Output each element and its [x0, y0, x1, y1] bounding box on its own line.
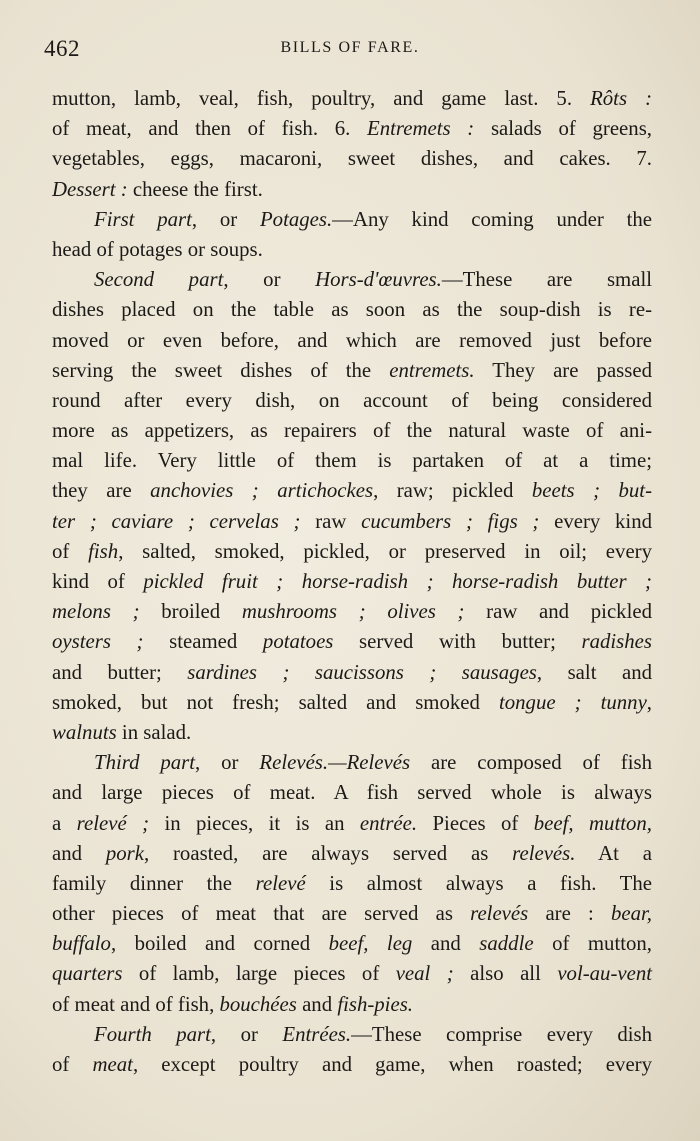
text-line: of fish, salted, smoked, pickled, or preserved in oil; every	[52, 539, 652, 563]
text-line: and butter; sardines ; saucissons ; sausages, salt and	[52, 660, 652, 684]
text-line: mal life. Very little of them is partaken of at a time;	[52, 449, 652, 473]
page-body-text	[52, 84, 652, 1080]
text-line: buffalo, boiled and corned beef, leg and saddle of mutton,	[52, 932, 652, 956]
text-line: they are anchovies ; artichockes, raw; pickled beets ; but-	[52, 479, 652, 503]
page-header	[44, 36, 656, 68]
text-line: vegetables, eggs, macaroni, sweet dishes, and cakes. 7.	[52, 147, 652, 171]
text-line: of meat, and then of fish. 6. Entremets : salads of greens,	[52, 117, 652, 141]
text-line: Dessert : cheese the first.	[52, 177, 263, 201]
text-line: Fourth part, or Entrées.—These comprise every dish	[94, 1022, 653, 1046]
page-number: 462	[44, 36, 80, 61]
text-line: more as appetizers, as repairers of the natural waste of ani-	[52, 419, 652, 443]
text-line: of meat and of fish, bouchées and fish-pies.	[52, 992, 413, 1016]
text-line: ter ; caviare ; cervelas ; raw cucumbers ; figs ; every kind	[52, 509, 653, 533]
text-line: family dinner the relevé is almost always a fish. The	[52, 871, 652, 895]
text-line: other pieces of meat that are served as relevés are : bear,	[52, 902, 652, 926]
text-line: walnuts in salad.	[52, 720, 192, 744]
running-head: BILLS OF FARE.	[280, 39, 420, 56]
text-line: melons ; broiled mushrooms ; olives ; raw and pickled	[52, 600, 652, 624]
text-line: dishes placed on the table as soon as the soup-dish is re-	[52, 298, 652, 322]
text-line: Third part, or Relevés.—Relevés are composed of fish	[94, 751, 652, 775]
text-line: First part, or Potages.—Any kind coming under the	[94, 207, 652, 231]
text-line: of meat, except poultry and game, when roasted; every	[52, 1053, 652, 1076]
text-line: a relevé ; in pieces, it is an entrée. Pieces of beef, mutton,	[52, 811, 653, 835]
text-line: smoked, but not fresh; salted and smoked tongue ; tunny,	[52, 690, 652, 714]
text-line: oysters ; steamed potatoes served with butter; radishes	[52, 630, 652, 654]
text-line: round after every dish, on account of being considered	[52, 388, 652, 412]
text-line: kind of pickled fruit ; horse-radish ; horse-radish butter ;	[52, 570, 652, 593]
text-line: serving the sweet dishes of the entremets. They are passed	[52, 358, 652, 382]
text-line: and pork, roasted, are always served as relevés. At a	[52, 841, 653, 865]
text-line: head of potages or soups.	[52, 237, 263, 261]
text-line: and large pieces of meat. A fish served whole is always	[52, 781, 652, 805]
text-line: mutton, lamb, veal, fish, poultry, and game last. 5. Rôts :	[52, 87, 652, 110]
text-line: quarters of lamb, large pieces of veal ; also all vol-au-vent	[52, 962, 653, 986]
text-line: moved or even before, and which are removed just before	[52, 328, 652, 352]
text-line: Second part, or Hors-d'œuvres.—These are small	[94, 268, 652, 292]
